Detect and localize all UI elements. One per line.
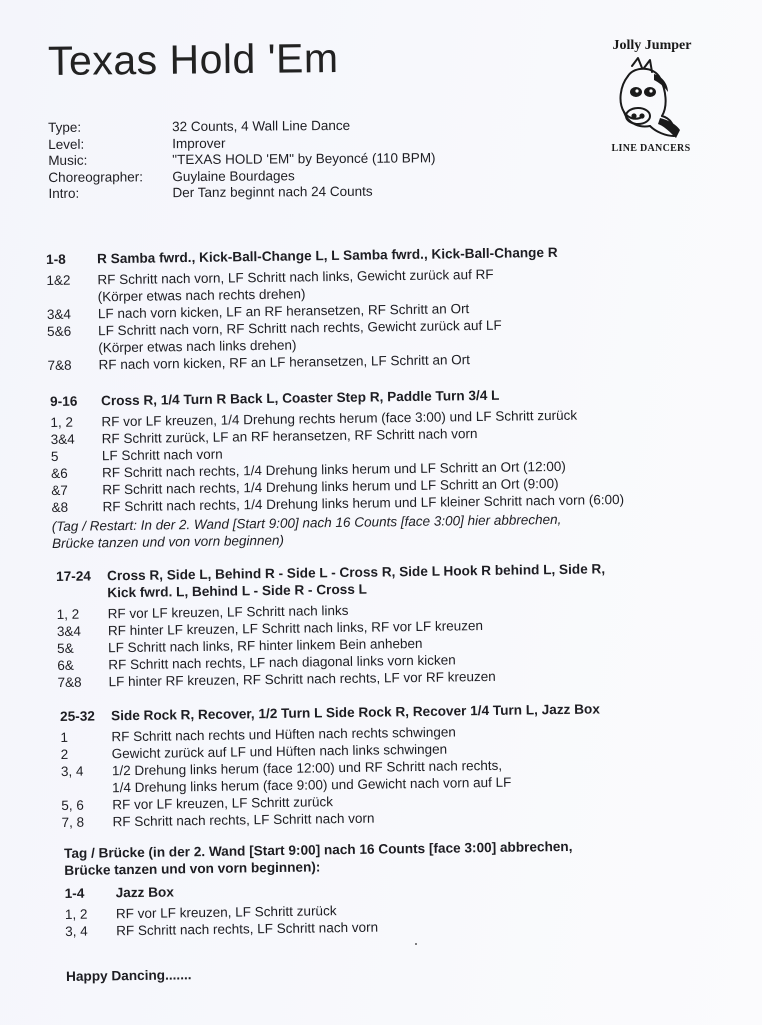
- info-label: Type:: [48, 119, 82, 135]
- step-count: 3&4: [56, 623, 82, 639]
- info-row-intro: [48, 183, 435, 202]
- info-label: Choreographer:: [48, 168, 144, 185]
- info-label: Music:: [48, 152, 88, 168]
- step-text: RF nach vorn kicken, RF an LF heransetzen, LF Schritt an Ort: [98, 352, 471, 373]
- step-text: Gewicht zurück auf LF und Hüften nach links schwingen: [111, 741, 448, 762]
- step-text: RF Schritt nach rechts, LF Schritt nach vorn: [112, 810, 375, 830]
- step-count: 5, 6: [61, 797, 84, 813]
- step-text: RF Schritt nach rechts, 1/4 Drehung links herum und LF Schritt an Ort (9:00): [102, 475, 559, 498]
- step-text: RF vor LF kreuzen, LF Schritt zurück: [115, 903, 337, 922]
- logo-bottom-text: LINE DANCERS: [611, 143, 691, 154]
- step-count: 1, 2: [50, 414, 74, 430]
- step-text: RF vor LF kreuzen, LF Schritt nach links: [107, 602, 349, 622]
- step-text: RF hinter LF kreuzen, LF Schritt nach links, RF vor LF kreuzen: [107, 618, 484, 639]
- step-count: &8: [51, 499, 69, 515]
- step-count: 5&6: [47, 323, 72, 339]
- dance-info: [48, 117, 436, 202]
- paper-speck: [415, 943, 417, 945]
- club-logo: [596, 38, 706, 160]
- section-17-24: [56, 559, 688, 691]
- restart-note: (Tag / Restart: In der 2. Wand [Start 9:00] nach 16 Counts [face 3:00] hier abbrechen, Brücke tanzen und von vorn beginnen): [51, 511, 562, 551]
- step-text: RF vor LF kreuzen, LF Schritt zurück: [112, 794, 334, 813]
- step-text: LF nach vorn kicken, LF an RF heransetzen, RF Schritt an Ort: [97, 301, 470, 322]
- logo-top-text: Jolly Jumper: [612, 38, 692, 53]
- step-count: 3&4: [46, 306, 72, 322]
- section-number: 25-32: [60, 708, 96, 724]
- step-text: RF Schritt nach rechts und Hüften nach rechts schwingen: [111, 724, 456, 745]
- dance-title: Texas Hold 'Em: [47, 34, 339, 84]
- step-text: 1/2 Drehung links herum (face 12:00) und RF Schritt nach rechts, 1/4 Drehung links herum (face 9:00) und Gewicht nach vorn auf LF: [111, 757, 512, 796]
- section-9-16: [50, 384, 692, 552]
- section-title: Cross R, Side L, Behind R - Side L - Cross R, Side L Hook R behind L, Side R, Kick fwrd. L, Behind L - Side R - Cross L: [107, 561, 606, 601]
- step-count: 7&8: [57, 674, 82, 690]
- info-value: 32 Counts, 4 Wall Line Dance: [171, 117, 351, 135]
- section-number: 9-16: [50, 393, 78, 409]
- section-number: 1-4: [64, 885, 85, 901]
- info-label: Level:: [48, 136, 85, 152]
- section-title: Cross R, 1/4 Turn R Back L, Coaster Step R, Paddle Turn 3/4 L: [101, 387, 500, 409]
- info-value: Guylaine Bourdages: [172, 167, 295, 184]
- info-value: "TEXAS HOLD 'EM" by Beyoncé (110 BPM): [172, 150, 436, 168]
- step-count: 5&: [57, 640, 74, 656]
- step-text: LF Schritt nach links, RF hinter linkem Bein anheben: [108, 635, 423, 656]
- closing-text: Happy Dancing.......: [66, 967, 192, 984]
- step-count: 3&4: [50, 431, 75, 447]
- step-text: RF Schritt zurück, LF an RF heransetzen, RF Schritt nach vorn: [101, 426, 478, 447]
- info-value: Der Tanz beginnt nach 24 Counts: [172, 183, 373, 201]
- step-count: 7, 8: [61, 814, 85, 830]
- info-row-music: [48, 150, 435, 169]
- step-text: LF Schritt nach vorn: [101, 446, 223, 464]
- info-value: Improver: [172, 135, 226, 151]
- section-title: Side Rock R, Recover, 1/2 Turn L Side Rock R, Recover 1/4 Turn L, Jazz Box: [111, 701, 600, 724]
- section-1-8: [46, 243, 648, 374]
- step-count: 3, 4: [65, 923, 88, 939]
- step-text: RF Schritt nach vorn, LF Schritt nach links, Gewicht zurück auf RF (Körper etwas nach rechts drehen): [97, 266, 494, 305]
- step-text: LF hinter RF kreuzen, RF Schritt nach rechts, LF vor RF kreuzen: [108, 668, 496, 690]
- step-count: 2: [60, 746, 69, 762]
- section-number: 17-24: [56, 568, 92, 584]
- step-count: 7&8: [47, 357, 72, 373]
- step-count: &6: [51, 465, 68, 481]
- step-count: &7: [51, 482, 68, 498]
- section-title: R Samba fwrd., Kick-Ball-Change L, L Samba fwrd., Kick-Ball-Change R: [97, 244, 558, 267]
- step-text: RF Schritt nach rechts, 1/4 Drehung links herum und LF Schritt an Ort (12:00): [102, 458, 566, 481]
- section-25-32: [60, 699, 682, 831]
- step-text: RF Schritt nach rechts, LF nach diagonal links vorn kicken: [108, 652, 456, 673]
- step-text: RF Schritt nach rechts, LF Schritt nach vorn: [116, 919, 379, 939]
- tag-title: Tag / Brücke (in der 2. Wand [Start 9:00] nach 16 Counts [face 3:00] abbrechen, Brücke tanzen und von vorn beginnen):: [64, 838, 573, 878]
- step-text: RF vor LF kreuzen, 1/4 Drehung rechts herum (face 3:00) und LF Schritt zurück: [101, 407, 578, 430]
- step-count: 1&2: [46, 272, 71, 288]
- horse-logo-icon: [610, 56, 690, 142]
- step-count: 5: [50, 448, 59, 464]
- step-count: 3, 4: [60, 763, 84, 779]
- info-label: Intro:: [48, 185, 80, 201]
- section-heading: [56, 559, 686, 602]
- tag-section: [64, 837, 665, 940]
- step-count: 1, 2: [64, 906, 88, 922]
- section-title: Jazz Box: [115, 884, 174, 901]
- step-count: 6&: [57, 657, 74, 673]
- step-text: RF Schritt nach rechts, 1/4 Drehung links herum und LF kleiner Schritt nach vorn (6:00): [102, 491, 625, 515]
- step-count: 1, 2: [56, 606, 80, 622]
- step-text: LF Schritt nach vorn, RF Schritt nach rechts, Gewicht zurück auf LF (Körper etwas nach links drehen): [98, 317, 502, 356]
- section-number: 1-8: [46, 251, 66, 267]
- step-count: 1: [60, 729, 69, 745]
